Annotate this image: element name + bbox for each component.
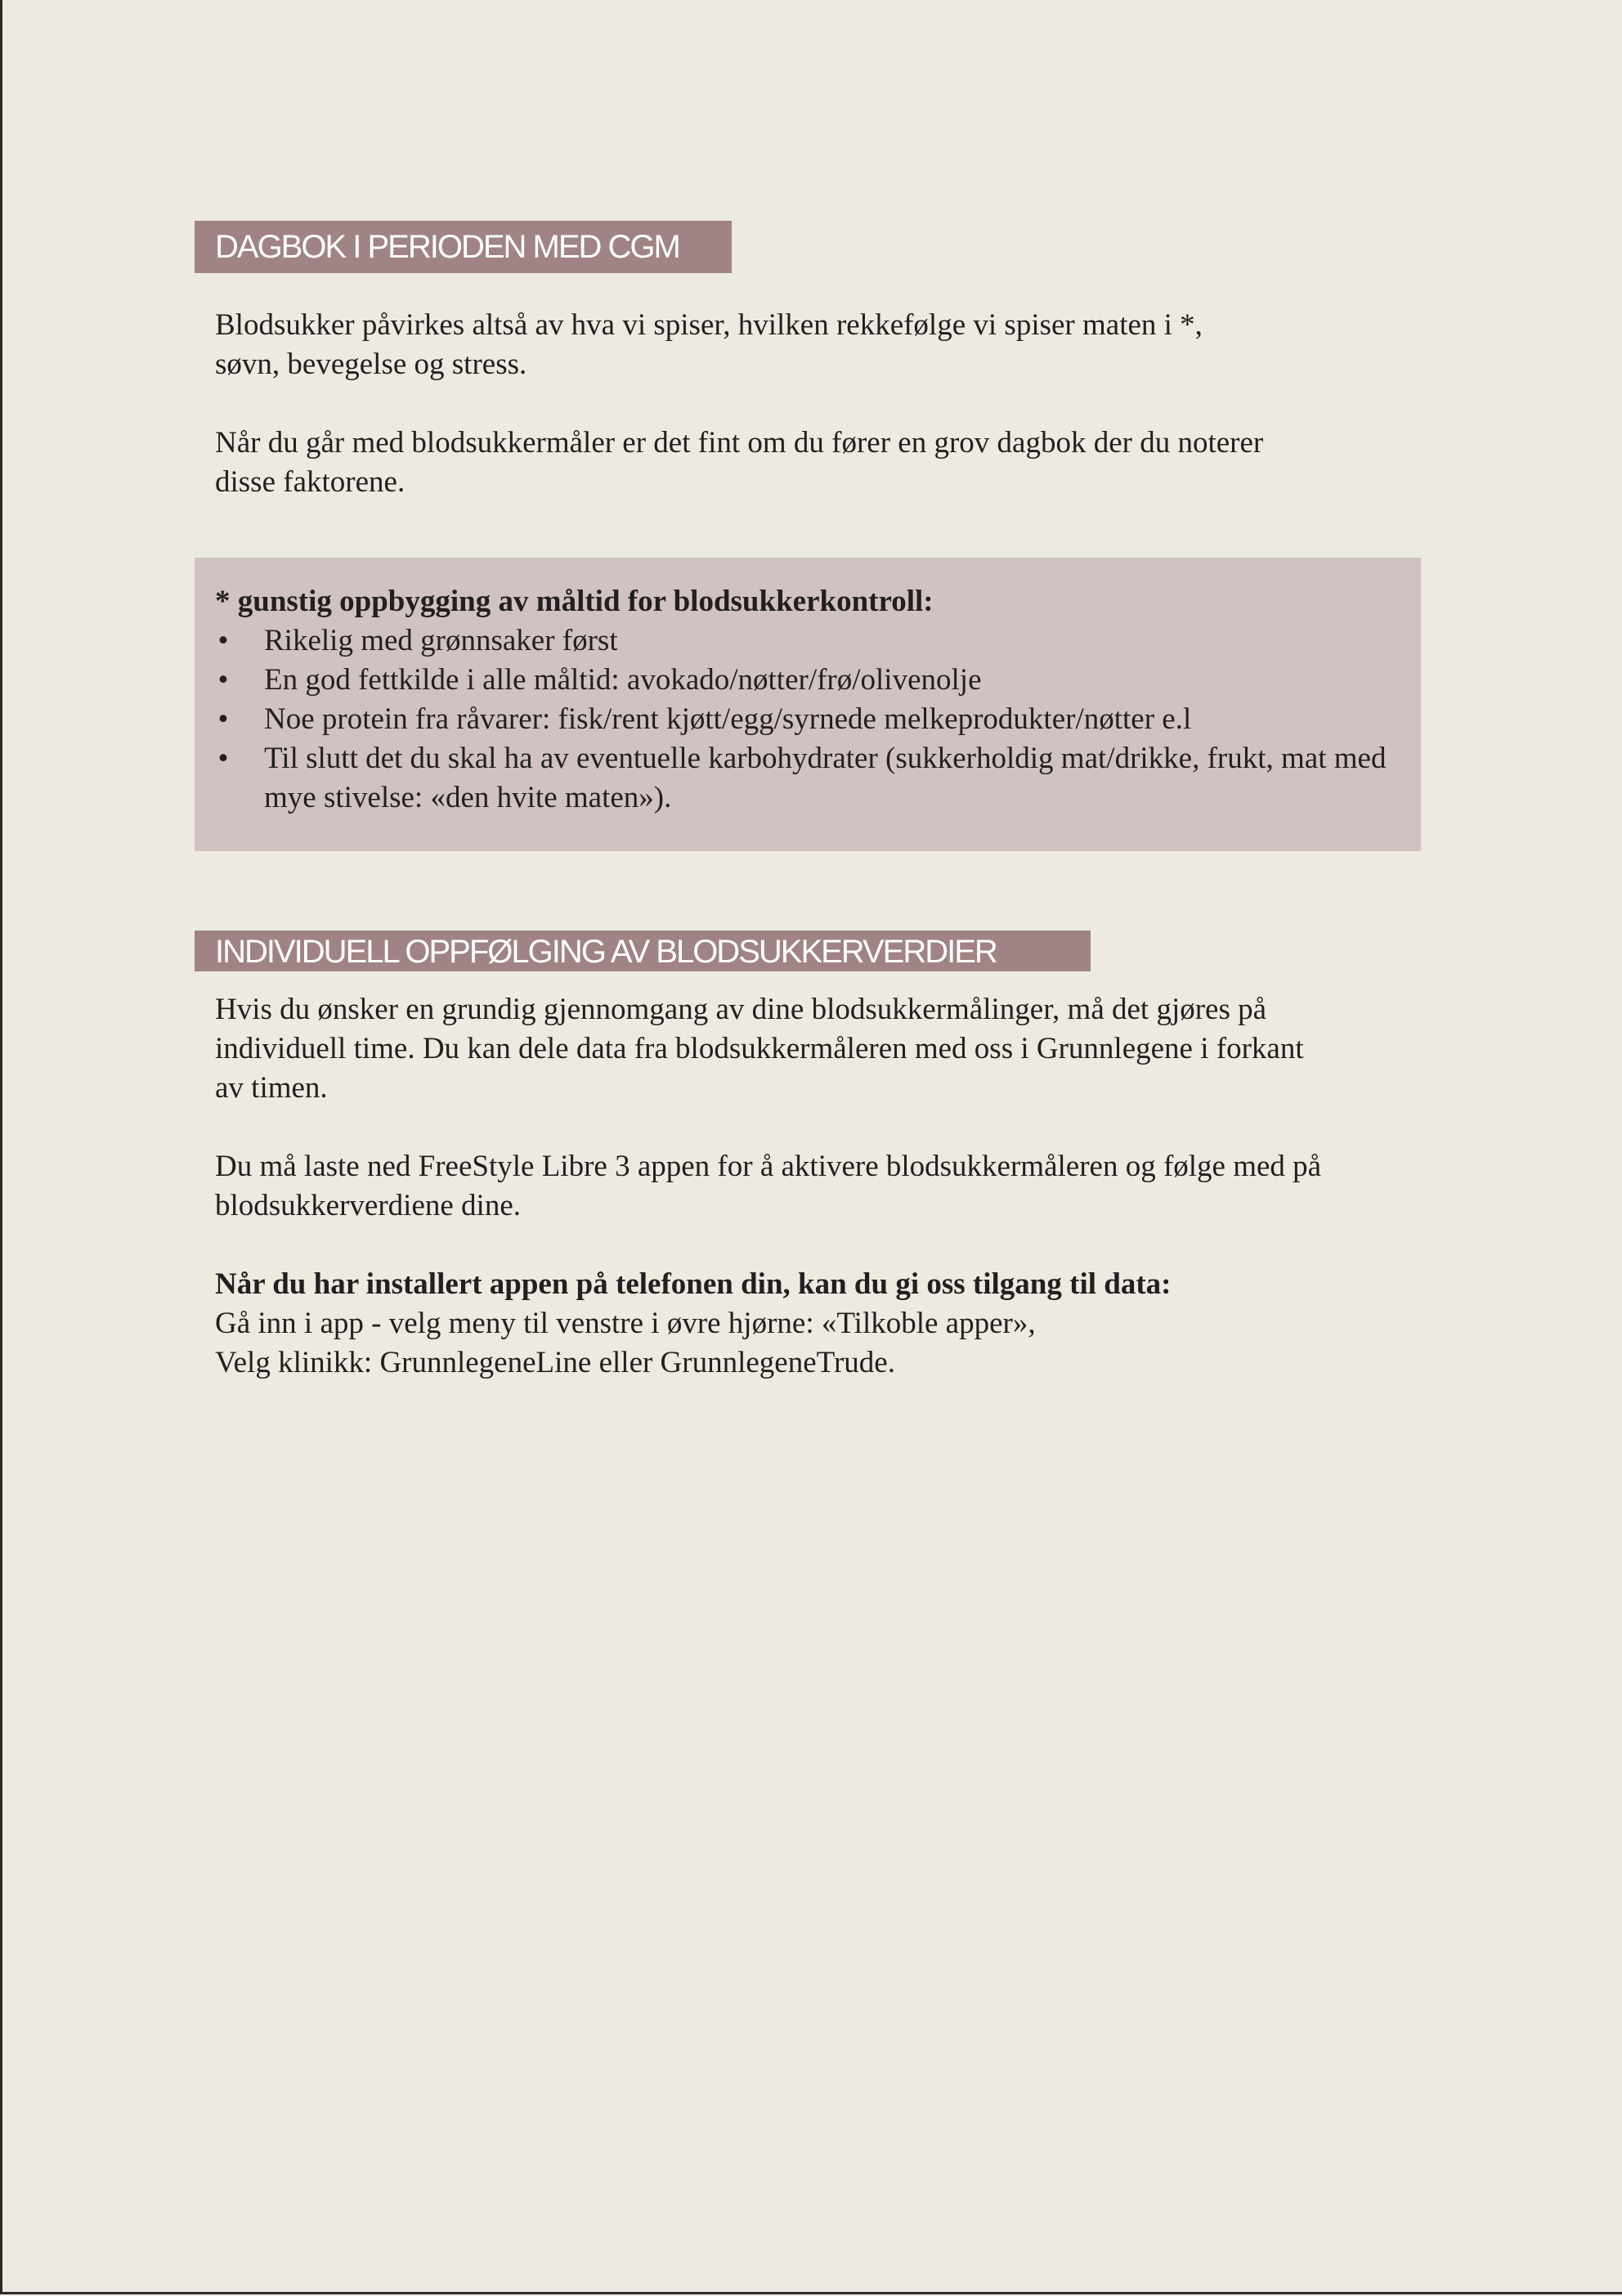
tip-list (215, 621, 1400, 818)
list-item-text: En god fettkilde i alle måltid: avokado/nøtter/frø/olivenolje (264, 663, 982, 697)
intro-line: søvn, bevegelse og stress. (215, 348, 527, 381)
followup-line: Hvis du ønsker en grundig gjennomgang av dine blodsukkermålinger, må det gjøres på (215, 993, 1267, 1026)
list-item (215, 661, 1400, 700)
list-item (215, 700, 1400, 739)
bullet-icon: • (217, 624, 229, 657)
intro-paragraph (215, 306, 1425, 384)
diary-paragraph (215, 424, 1425, 502)
app-download-line: blodsukkerverdiene dine. (215, 1189, 521, 1222)
section-heading-diary: DAGBOK I PERIODEN MED CGM (195, 221, 732, 273)
list-item-text: Til slutt det du skal ha av eventuelle karbohydrater (sukkerholdig mat/drikke, frukt, mat med mye stivelse: «den hvite maten»). (264, 742, 1387, 814)
list-item-text: Rikelig med grønnsaker først (264, 624, 618, 657)
access-title: Når du har installert appen på telefonen din, kan du gi oss tilgang til data: (215, 1267, 1172, 1301)
app-download-line: Du må laste ned FreeStyle Libre 3 appen for å aktivere blodsukkermåleren og følge med på (215, 1150, 1322, 1183)
bullet-icon: • (217, 742, 229, 775)
followup-line: av timen. (215, 1071, 328, 1105)
intro-line: Blodsukker påvirkes altså av hva vi spiser, hvilken rekkefølge vi spiser maten i *, (215, 308, 1203, 342)
list-item (215, 739, 1400, 818)
section-heading-followup: INDIVIDUELL OPPFØLGING AV BLODSUKKERVERDIER (195, 931, 1091, 971)
bullet-icon: • (217, 663, 229, 697)
access-instruction: Velg klinikk: GrunnlegeneLine eller GrunnlegeneTrude. (215, 1346, 895, 1379)
diary-line: Når du går med blodsukkermåler er det fint om du fører en grov dagbok der du noterer (215, 426, 1264, 460)
access-instruction: Gå inn i app - velg meny til venstre i øvre hjørne: «Tilkoble apper», (215, 1307, 1036, 1340)
tip-box-title: * gunstig oppbygging av måltid for blodsukkerkontroll: (215, 585, 934, 618)
diary-line: disse faktorene. (215, 465, 406, 499)
followup-line: individuell time. Du kan dele data fra blodsukkermåleren med oss i Grunnlegene i forkant (215, 1032, 1304, 1065)
followup-section (215, 990, 1425, 1383)
bullet-icon: • (217, 702, 229, 736)
list-item-text: Noe protein fra råvarer: fisk/rent kjøtt/egg/syrnede melkeprodukter/nøtter e.l (264, 702, 1192, 736)
list-item (215, 621, 1400, 661)
meal-tip-box (195, 558, 1421, 851)
